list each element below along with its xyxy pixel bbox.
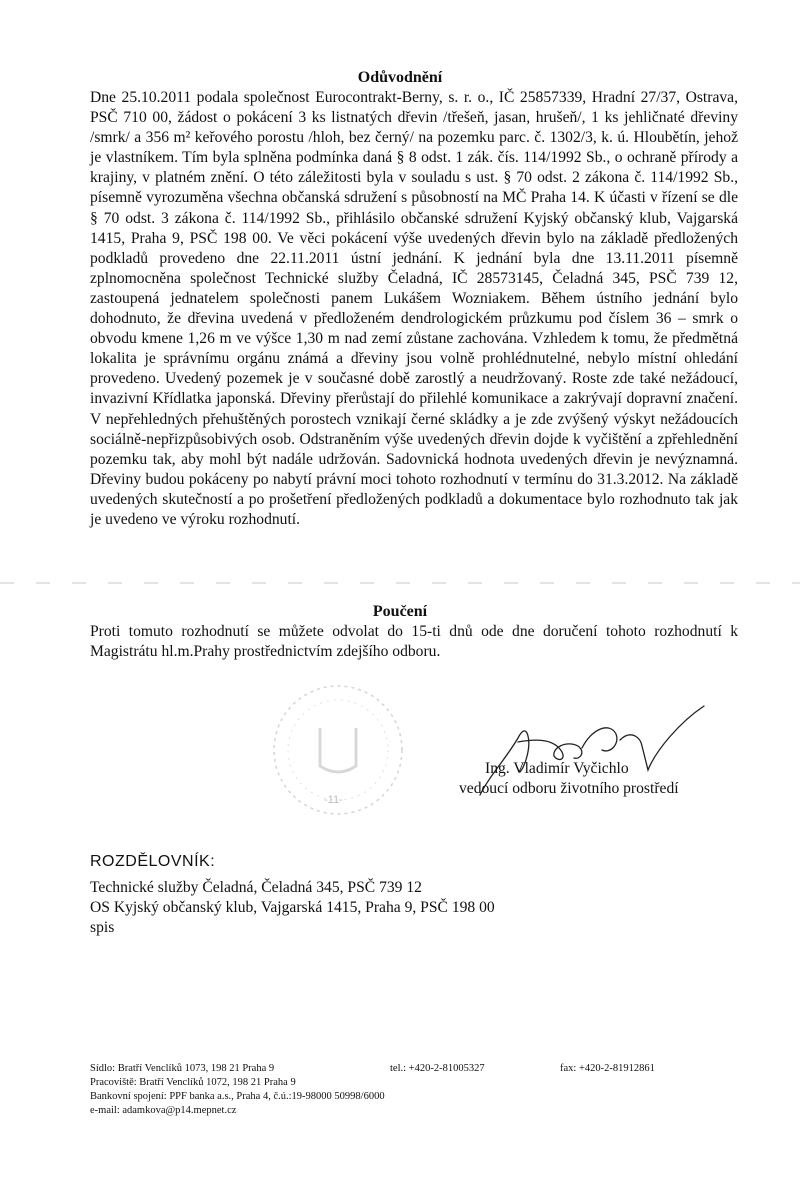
justification-heading: Odůvodnění [357, 69, 443, 86]
signer-title: vedoucí odboru životního prostředí [459, 780, 679, 797]
instruction-heading: Poučení [372, 603, 428, 620]
instruction-text [90, 622, 738, 662]
distribution-title: ROZDĚLOVNÍK: [90, 853, 216, 870]
instruction-paragraph: Proti tomuto rozhodnutí se můžete odvolat do 15-ti dnů ode dne doručení tohoto rozhodnutí k Magistrátu hl.m.Prahy prostřednictvím zdejšího odboru. [90, 623, 738, 661]
footer-phone: tel.: +420-2-81005327 [390, 1063, 485, 1074]
footer-workplace: Pracoviště: Bratří Venclíků 1072, 198 21 Praha 9 [90, 1077, 296, 1088]
separator-line [0, 582, 800, 584]
distribution-item: spis [90, 919, 115, 936]
distribution-item: Technické služby Čeladná, Čeladná 345, PSČ 739 12 [90, 879, 422, 896]
signer-name: Ing. Vladimír Vyčichlo [485, 760, 629, 777]
office-stamp [268, 680, 408, 820]
footer-fax: fax: +420-2-81912861 [560, 1063, 655, 1074]
stamp-number: -11- [324, 794, 343, 806]
footer-bank: Bankovní spojení: PPF banka a.s., Praha 4, č.ú.:19-98000 50998/6000 [90, 1091, 385, 1102]
footer-address: Sídlo: Bratří Venclíků 1073, 198 21 Praha 9 [90, 1063, 275, 1074]
distribution-item: OS Kyjský občanský klub, Vajgarská 1415, Praha 9, PSČ 198 00 [90, 899, 495, 916]
justification-text [90, 88, 738, 530]
footer-email: e-mail: adamkova@p14.mepnet.cz [90, 1105, 237, 1116]
justification-paragraph: Dne 25.10.2011 podala společnost Eurocontrakt-Berny, s. r. o., IČ 25857339, Hradní 27/37, Ostrava, PSČ 710 00, žádost o pokácení 3 ks listnatých dřevin /třešeň, jasan, hrušeň/, 1 ks jehličnaté dřeviny /smrk/ a 356 m² keřového porostu /hloh, bez černý/ na pozemku parc. č. 1302/3, k. ú. Hloubětín, jehož je vlastníkem. Tím byla splněna podmínka daná § 8 odst. 1 zák. čís. 114/1992 Sb., o ochraně přírody a krajiny, v platném znění. O této záležitosti byla v souladu s ust. § 70 odst. 2 zákona č. 114/1992 Sb., písemně vyrozuměna všechna občanská sdružení s působností na MČ Praha 14. K účasti v řízení se dle § 70 odst. 3 zákona č. 114/1992 Sb., přihlásilo občanské sdružení Kyjský občanský klub, Vajgarská 1415, Praha 9, PSČ 198 00. Ve věci pokácení výše uvedených dřevin bylo na základě předložených podkladů provedeno dne 22.11.2011 ústní jednání. K jednání byla dne 13.11.2011 písemně zplnomocněna společnost Technické služby Čeladná, IČ 28573145, Čeladná 345, PSČ 739 12, zastoupená jednatelem společnosti panem Lukášem Wozniakem. Během ústního jednání bylo dohodnuto, že dřevina uvedená v předloženém dendrologickém průzkumu pod číslem 36 – smrk o obvodu kmene 1,26 m ve výšce 1,30 m nad zemí zůstane zachována. Vzhledem k tomu, že předmětná lokalita je správnímu orgánu známá a dřeviny jsou volně prohlédnutelné, nebylo místní ohledání provedeno. Uvedený pozemek je v současné době zarostlý a neudržovaný. Roste zde také nežádoucí, invazivní Křídlatka japonská. Dřeviny přerůstají do přilehlé komunikace a zakrývají dopravní značení. V nepřehledných přehuštěných porostech vznikají černé skládky a je zde zvýšený výskyt nežádoucích sociálně-nepřizpůsobivých osob. Odstraněním výše uvedených dřevin dojde k vyčištění a zpřehlednění pozemku tak, aby mohl být nadále udržován. Sadovnická hodnota uvedených dřevin je nevýznamná. Dřeviny budou pokáceny po nabytí právní moci tohoto rozhodnutí v termínu do 31.3.2012. Na základě uvedených skutečností a po prošetření předložených podkladů a dokumentace bylo rozhodnuto tak jak je uvedeno ve výroku rozhodnutí. [90, 89, 738, 528]
